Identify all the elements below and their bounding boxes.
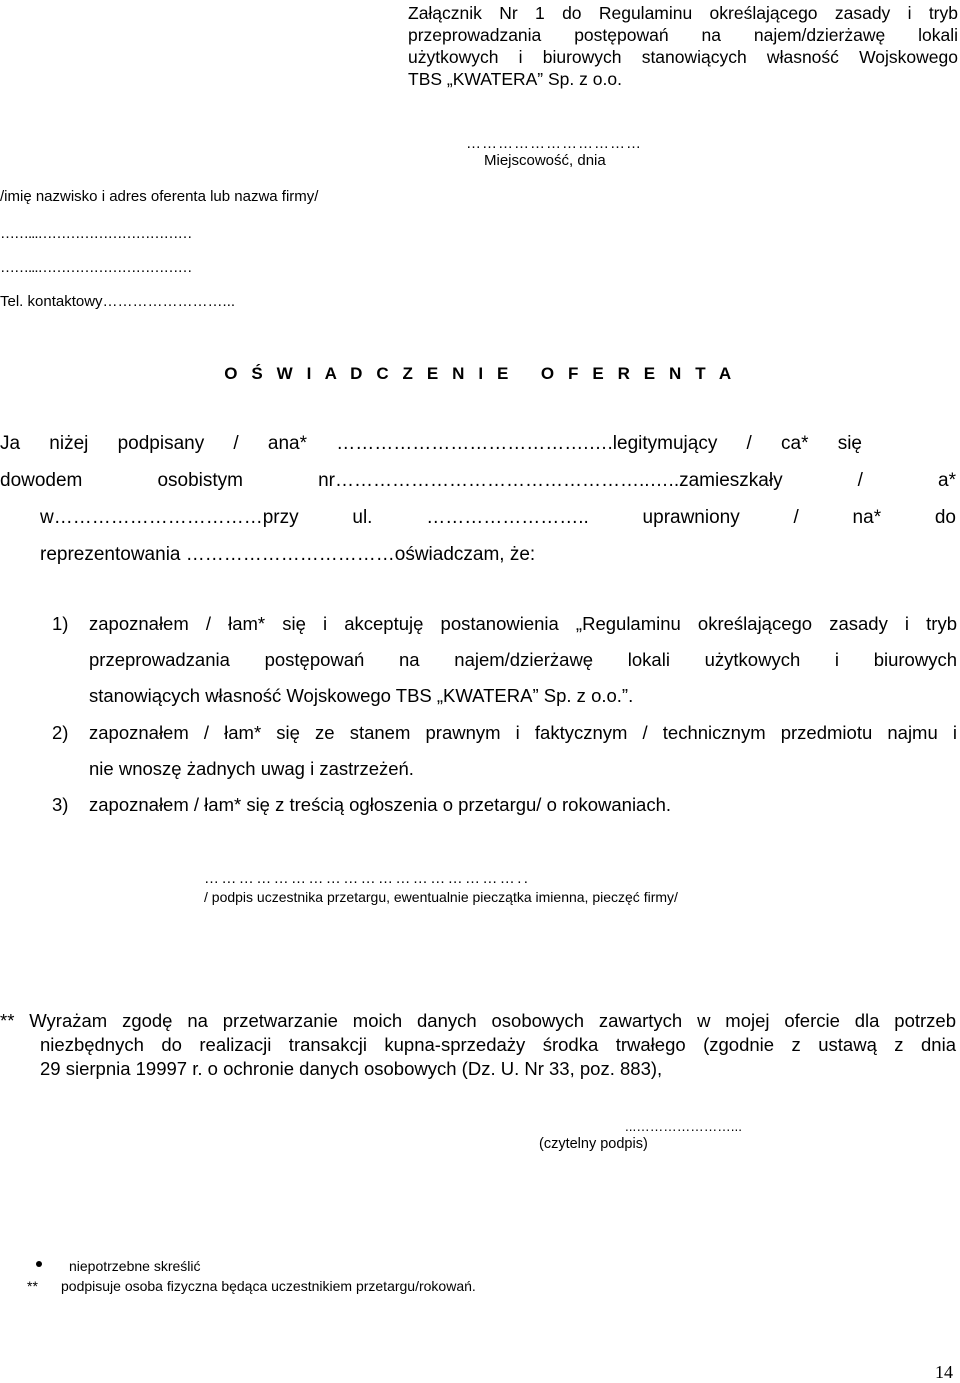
header-note [408,2,958,90]
place-date-field[interactable]: …………………………… [466,135,642,152]
consent-line: ** Wyrażam zgodę na przetwarzanie moich danych osobowych zawartych w mojej ofercie dla potrzeb [0,1010,956,1031]
signature-label: / podpis uczestnika przetargu, ewentualnie pieczątka imienna, pieczęć firmy/ [204,889,678,905]
phone-field[interactable]: Tel. kontaktowy……………………... [0,293,236,310]
document-title-text: O Ś W I A D C Z E N I E O F E R E N T A [224,364,736,383]
signature-field[interactable]: ……………………………………………….. [204,870,531,887]
item-line: stanowiących własność Wojskowego TBS „KWATERA” Sp. z o.o.”. [89,685,634,706]
page-number: 14 [935,1362,953,1382]
header-note-line: użytkowych i biurowych stanowiących własność Wojskowego [408,47,958,67]
declaration-line-2: dowodem osobistym nr…………………………………………..…..zamieszkały / a* [0,470,956,491]
declaration-line-3: w……………………………przy ul. …………………….. uprawniony / na* do [40,507,956,528]
offerer-field-line-2[interactable]: ……...…………………………… [0,259,192,276]
place-date-label: Miejscowość, dnia [484,152,606,169]
item-line: zapoznałem / łam* się ze stanem prawnym i faktycznym / technicznym przedmiotu najmu i [89,722,957,743]
footnote-2: podpisuje osoba fizyczna będąca uczestnikiem przetargu/rokowań. [61,1278,476,1294]
item-line: przeprowadzania postępowań na najem/dzierżawę lokali użytkowych i biurowych [89,649,957,670]
offerer-field-line-1[interactable]: ……...…………………………… [0,225,192,242]
bullet-icon [36,1261,42,1267]
readable-signature-field[interactable]: ...…………………... [625,1119,743,1134]
item-line: nie wnoszę żadnych uwag i zastrzeżeń. [89,758,414,779]
document-title [0,364,960,384]
declaration-line-1: Ja niżej podpisany / ana* ………………………………….….legitymujący / ca* się [0,433,862,454]
item-line: zapoznałem / łam* się i akceptuję postanowienia „Regulaminu określającego zasady i tryb [89,613,957,634]
declaration-line-4: reprezentowania ……………………………oświadczam, że: [40,544,536,565]
header-note-line: Załącznik Nr 1 do Regulaminu określającego zasady i tryb [408,3,958,23]
offerer-label: /imię nazwisko i adres oferenta lub nazwa firmy/ [0,188,319,205]
item-line: zapoznałem / łam* się z treścią ogłoszenia o przetargu/ o rokowaniach. [89,794,672,815]
consent-line: niezbędnych do realizacji transakcji kupna-sprzedaży środka trwałego (zgodnie z ustawą z dnia [40,1034,956,1055]
header-note-line: TBS „KWATERA” Sp. z o.o. [408,69,622,89]
consent-line: 29 sierpnia 19997 r. o ochronie danych osobowych (Dz. U. Nr 33, poz. 883), [40,1058,663,1079]
footnote-2-mark: ** [27,1278,38,1294]
item-number: 1) [52,613,69,634]
header-note-line: przeprowadzania postępowań na najem/dzierżawę lokali [408,25,958,45]
item-number: 3) [52,794,69,815]
footnote-1: niepotrzebne skreślić [69,1258,201,1274]
readable-signature-label: (czytelny podpis) [539,1136,648,1152]
item-number: 2) [52,722,69,743]
